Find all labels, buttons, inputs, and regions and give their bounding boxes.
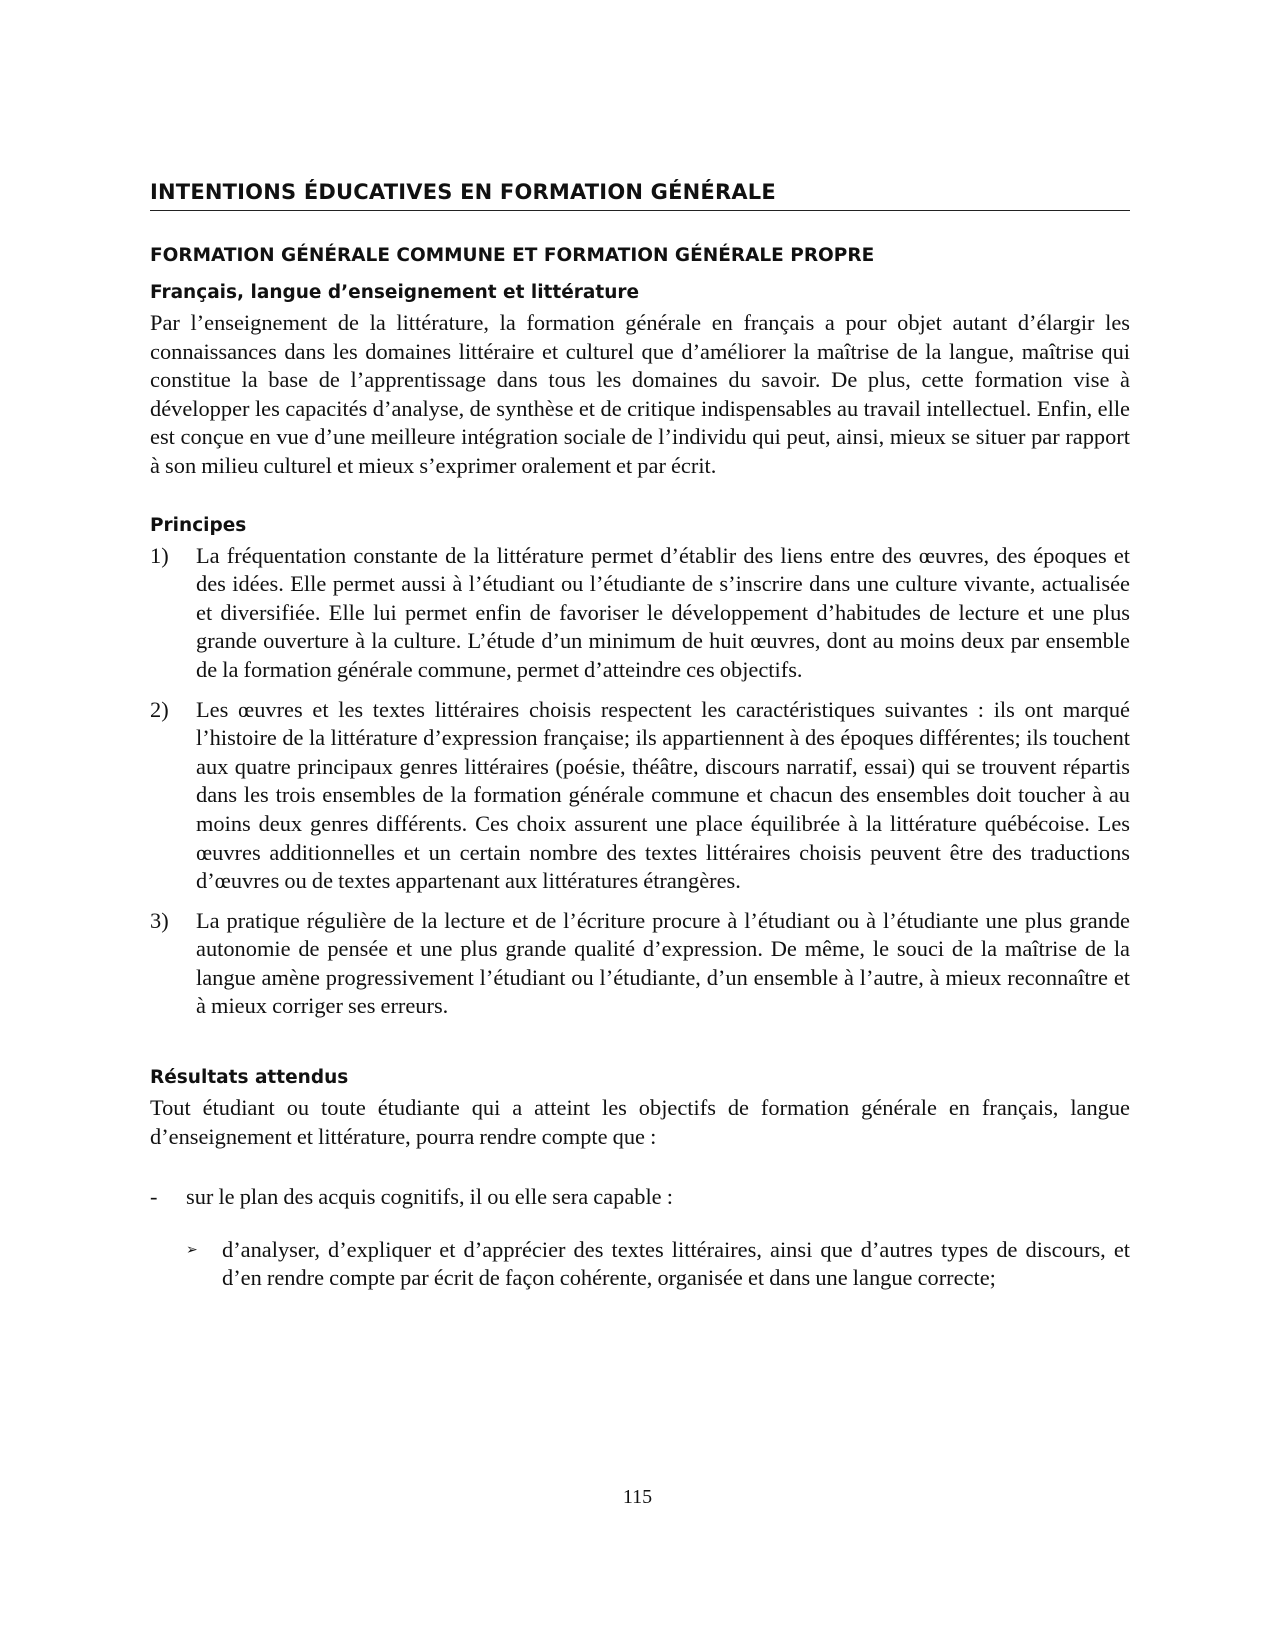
dash-item-text: sur le plan des acquis cognitifs, il ou elle sera capable : xyxy=(186,1184,673,1210)
results-intro: Tout étudiant ou toute étudiante qui a atteint les objectifs de formation générale en français, langue d’enseignement et littérature, pourra rendre compte que : xyxy=(150,1095,1130,1149)
principle-text: La pratique régulière de la lecture et de l’écriture procure à l’étudiant ou à l’étudiante une plus grande autonomie de pensée et une plus grande qualité d’expression. De même, le souci de la maîtrise de la langue amène progressivement l’étudiant ou l’étudiante, d’un ensemble à l’autre, à mieux reconnaître et à mieux corriger ses erreurs. xyxy=(196,907,1130,1019)
section-title: FORMATION GÉNÉRALE COMMUNE ET FORMATION GÉNÉRALE PROPRE xyxy=(150,245,875,266)
principle-item xyxy=(150,696,1130,896)
subject-title: Français, langue d’enseignement et littérature xyxy=(150,282,640,303)
arrow-bullet-icon: ➢ xyxy=(186,1241,198,1258)
intro-paragraph: Par l’enseignement de la littérature, la formation générale en français a pour objet autant d’élargir les connaissances dans les domaines littéraire et culturel que d’améliorer la maîtrise de la langue, maîtrise qui constitue la base de l’apprentissage dans tous les domaines du savoir. De plus, cette formation vise à développer les capacités d’analyse, de synthèse et de critique indispensables au travail intellectuel. Enfin, elle est conçue en vue d’une meilleure intégration sociale de l’individu qui peut, ainsi, mieux se situer par rapport à son milieu culturel et mieux s’exprimer oralement et par écrit. xyxy=(150,310,1130,478)
principles-list xyxy=(150,542,1130,1022)
principle-text: Les œuvres et les textes littéraires choisis respectent les caractéristiques suivantes : ils ont marqué l’histoire de la littérature d’expression française; ils appartiennent à des époques différentes; ils touchent aux quatre principaux genres littéraires (poésie, théâtre, discours narratif, essai) qui se trouvent répartis dans les trois ensembles de la formation générale commune et chacun des ensembles doit toucher à au moins deux genres différents. Ces choix assurent une place équilibrée à la littérature québécoise. Les œuvres additionnelles et un certain nombre des textes littéraires choisis peuvent être des traductions d’œuvres ou de textes appartenant aux littératures étrangères. xyxy=(196,696,1130,894)
document-page xyxy=(150,180,1130,1293)
principle-item xyxy=(150,907,1130,1021)
principle-text: La fréquentation constante de la littérature permet d’établir des liens entre des œuvres, des époques et des idées. Elle permet aussi à l’étudiant ou l’étudiante de s’inscrire dans une culture vivante, actualisée et diversifiée. Elle lui permet enfin de favoriser le développement d’habitudes de lecture et une plus grande ouverture à la culture. L’étude d’un minimum de huit œuvres, dont au moins deux par ensemble de la formation générale commune, permet d’atteindre ces objectifs. xyxy=(196,542,1130,682)
dash-bullet: - xyxy=(150,1184,158,1210)
principle-number: 1) xyxy=(150,542,169,568)
dash-list-item xyxy=(150,1183,1130,1212)
principle-item xyxy=(150,542,1130,685)
principles-title: Principes xyxy=(150,514,247,536)
principle-number: 3) xyxy=(150,907,169,933)
principle-number: 2) xyxy=(150,696,169,722)
arrow-item-text: d’analyser, d’expliquer et d’apprécier des textes littéraires, ainsi que d’autres types de discours, et d’en rendre compte par écrit de façon cohérente, organisée et dans une langue correcte; xyxy=(222,1236,1130,1291)
results-title: Résultats attendus xyxy=(150,1067,349,1089)
main-title: INTENTIONS ÉDUCATIVES EN FORMATION GÉNÉRALE xyxy=(150,180,1130,211)
page-number: 115 xyxy=(622,1486,653,1508)
arrow-list-item xyxy=(186,1236,1130,1293)
